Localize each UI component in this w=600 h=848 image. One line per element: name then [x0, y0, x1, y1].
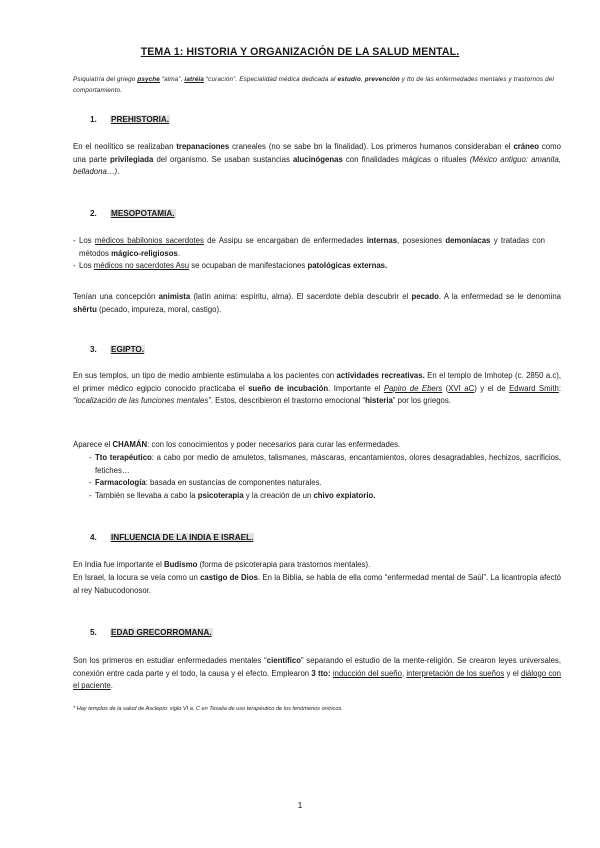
bold-text: patológicas externas.: [307, 261, 388, 271]
papiro-ebers-link-text: Papiro de Ebers: [383, 383, 443, 393]
bold-text: trepanaciones: [176, 142, 230, 151]
underlined-text: XVI aC: [448, 383, 475, 393]
page-number: 1: [297, 800, 303, 810]
text: (pecado, impureza, moral, castigo).: [96, 304, 222, 314]
section-heading-mesopotamia: [90, 209, 176, 218]
term-iatreia: iatréia: [184, 76, 205, 83]
section-number: 1.: [90, 115, 97, 124]
term-psyche: psyche: [137, 76, 160, 83]
intro-text: “curación”. Especialidad médica dedicada al: [204, 76, 338, 83]
section-heading-prehistoria: [90, 115, 170, 124]
list-item: [73, 452, 561, 477]
text: .: [110, 681, 113, 691]
text: Aparece el: [73, 440, 113, 449]
section-body-prehistoria: [73, 141, 561, 179]
section-list-egipto: [73, 452, 561, 502]
text: con finalidades mágicas o rituales: [342, 154, 470, 164]
text: En el neolítico se realizaban: [73, 142, 177, 151]
text: ,: [401, 668, 407, 678]
text: . Importante el: [328, 383, 384, 393]
bold-text: psicoterapia: [197, 490, 244, 500]
section-heading-india-israel: [90, 533, 254, 542]
bold-text: CHAMÁN: [112, 440, 148, 449]
bold-text: científico: [266, 656, 301, 665]
text: También se llevaba a cabo la: [95, 490, 198, 500]
italic-text: (México antiguo: amanita, belladona…): [73, 154, 561, 177]
section-list-mesopotamia: [73, 235, 561, 273]
page-title: TEMA 1: HISTORIA Y ORGANIZACIÓN DE LA SALUD MENTAL.: [140, 46, 460, 58]
section-title: EGIPTO.: [111, 345, 145, 354]
text: del organismo. Se usaban sustancias: [153, 154, 293, 164]
bold-text: shêrtu: [73, 304, 97, 314]
text: . Estos, describieron el trastorno emocional “: [210, 396, 366, 406]
text: En sus templos, un tipo de medio ambiente estimulaba a los pacientes con: [73, 371, 337, 380]
bold-text: pecado: [411, 292, 439, 301]
text: de Assipu se encargaban de enfermedades: [203, 236, 367, 245]
text: ” separando el estudio de la mente-religión. Se crearon leyes universales, conexión entre cada parte y el todo, la causa y el efecto. Emplearon: [73, 656, 561, 678]
text: . En la Biblia, se habla de ella como “enfermedad mental de Saúl”. La licantropía afectó al rey Nabucodonosor.: [73, 573, 561, 595]
text: : con los conocimientos y poder necesarios para curar las enfermedades.: [147, 440, 401, 449]
list-item: [73, 477, 561, 490]
text: , posesiones: [397, 236, 446, 245]
text: . A la enfermedad se le denomina: [438, 292, 561, 301]
section-title: PREHISTORIA.: [111, 115, 170, 124]
text: Los: [79, 236, 95, 245]
bold-text: Farmacología: [95, 478, 146, 488]
text: Los: [79, 261, 94, 271]
section-number: 2.: [90, 209, 97, 218]
intro-text: y tto de las enfermedades mentales y trastornos del comportamiento.: [73, 76, 554, 94]
underlined-text: diálogo con el paciente: [73, 668, 561, 691]
underlined-text: Edward Smith: [509, 383, 559, 393]
section-number: 3.: [90, 345, 97, 354]
text: y el: [504, 668, 521, 678]
bold-text: Budismo: [164, 560, 198, 569]
section-body-egipto: [73, 370, 561, 408]
term-prevencion: prevención: [364, 76, 400, 83]
bold-text: sueño de incubación: [248, 383, 329, 393]
section-heading-grecorromana: [90, 628, 213, 637]
text: se ocupaban de manifestaciones: [189, 261, 308, 271]
bold-text: chivo expiatorio.: [313, 490, 376, 500]
text: :: [558, 383, 562, 393]
section-body-mesopotamia: [73, 291, 561, 316]
section-body-grecorromana: [73, 655, 561, 693]
bold-text: 3 tto:: [311, 668, 331, 678]
underlined-text: médicos no sacerdotes Asu: [93, 261, 190, 271]
bold-text: privilegiada: [110, 154, 154, 164]
bold-text: internas: [366, 236, 398, 245]
italic-text: “localización de las funciones mentales”: [73, 396, 211, 406]
text: (forma de psicoterapia para trastornos mentales).: [197, 560, 371, 569]
bold-text: Tto terapéutico: [95, 453, 152, 462]
intro-paragraph: [73, 74, 559, 96]
text: como una parte: [73, 142, 561, 164]
section-heading-egipto: [90, 345, 145, 354]
underlined-text: médicos babilonios sacerdotes: [94, 236, 204, 245]
list-item: [73, 490, 561, 503]
text: y la creación de un: [243, 490, 314, 500]
intro-text: Psiquiatría del griego: [73, 76, 138, 83]
text: En Israel, la locura se veía como un: [73, 573, 201, 582]
intro-text: “alma”,: [159, 76, 185, 83]
section-body-israel: [73, 572, 561, 597]
section-body-india: [73, 559, 561, 572]
text: .: [177, 248, 180, 258]
text: ” por los griegos.: [392, 396, 451, 406]
text: (: [442, 383, 449, 393]
text: craneales (no se sabe bn la finalidad). Los primeros humanos consideraban el: [229, 142, 514, 151]
bold-text: histeria: [365, 396, 393, 406]
chaman-paragraph: [73, 439, 561, 452]
text: Tenían una concepción: [73, 292, 159, 301]
intro-text: ,: [360, 76, 365, 83]
bold-text: cráneo: [513, 142, 540, 151]
bold-text: demoníacas: [445, 236, 491, 245]
bold-text: alucinógenas: [292, 154, 343, 164]
section-title: INFLUENCIA DE LA INDIA E ISRAEL.: [111, 533, 254, 542]
underlined-text: inducción del sueño: [332, 668, 402, 678]
bold-text: mágico-religiosos: [111, 248, 178, 258]
bold-text: animista: [158, 292, 191, 301]
text: (latín anima: espíritu, alma). El sacerdote debía descubrir el: [190, 292, 412, 301]
term-estudio: estudio: [337, 76, 361, 83]
text: : a cabo por medio de amuletos, talismanes, máscaras, encantamientos, olores desagradables, hechizos, sacrificios, fetiches…: [95, 453, 561, 475]
section-number: 5.: [90, 628, 97, 637]
section-number: 4.: [90, 533, 97, 542]
list-item: [57, 260, 545, 273]
text: : basada en sustancias de componentes naturales.: [145, 478, 322, 488]
text: En India fue importante el: [73, 560, 165, 569]
text: En el templo de Imhotep (c. 2850 a.c), el primer médico egipcio conocido practicaba el: [73, 371, 561, 393]
text: y tratadas con métodos: [79, 236, 546, 258]
footnote: * Hay templos de la salud de Asclepio: siglo VI a. C en Tesalia de uso terapéutico de los fenómenos oníricos.: [73, 706, 343, 712]
bold-text: castigo de Dios: [200, 573, 258, 582]
section-title: EDAD GRECORROMANA.: [111, 628, 212, 637]
text: .: [117, 167, 120, 177]
bold-text: actividades recreativas.: [336, 371, 425, 380]
underlined-text: interpretación de los sueños: [406, 668, 505, 678]
list-item: [57, 235, 545, 260]
section-title: MESOPOTAMIA.: [111, 209, 175, 218]
text: ) y el de: [474, 383, 510, 393]
text: Son los primeros en estudiar enfermedades mentales “: [73, 656, 267, 665]
